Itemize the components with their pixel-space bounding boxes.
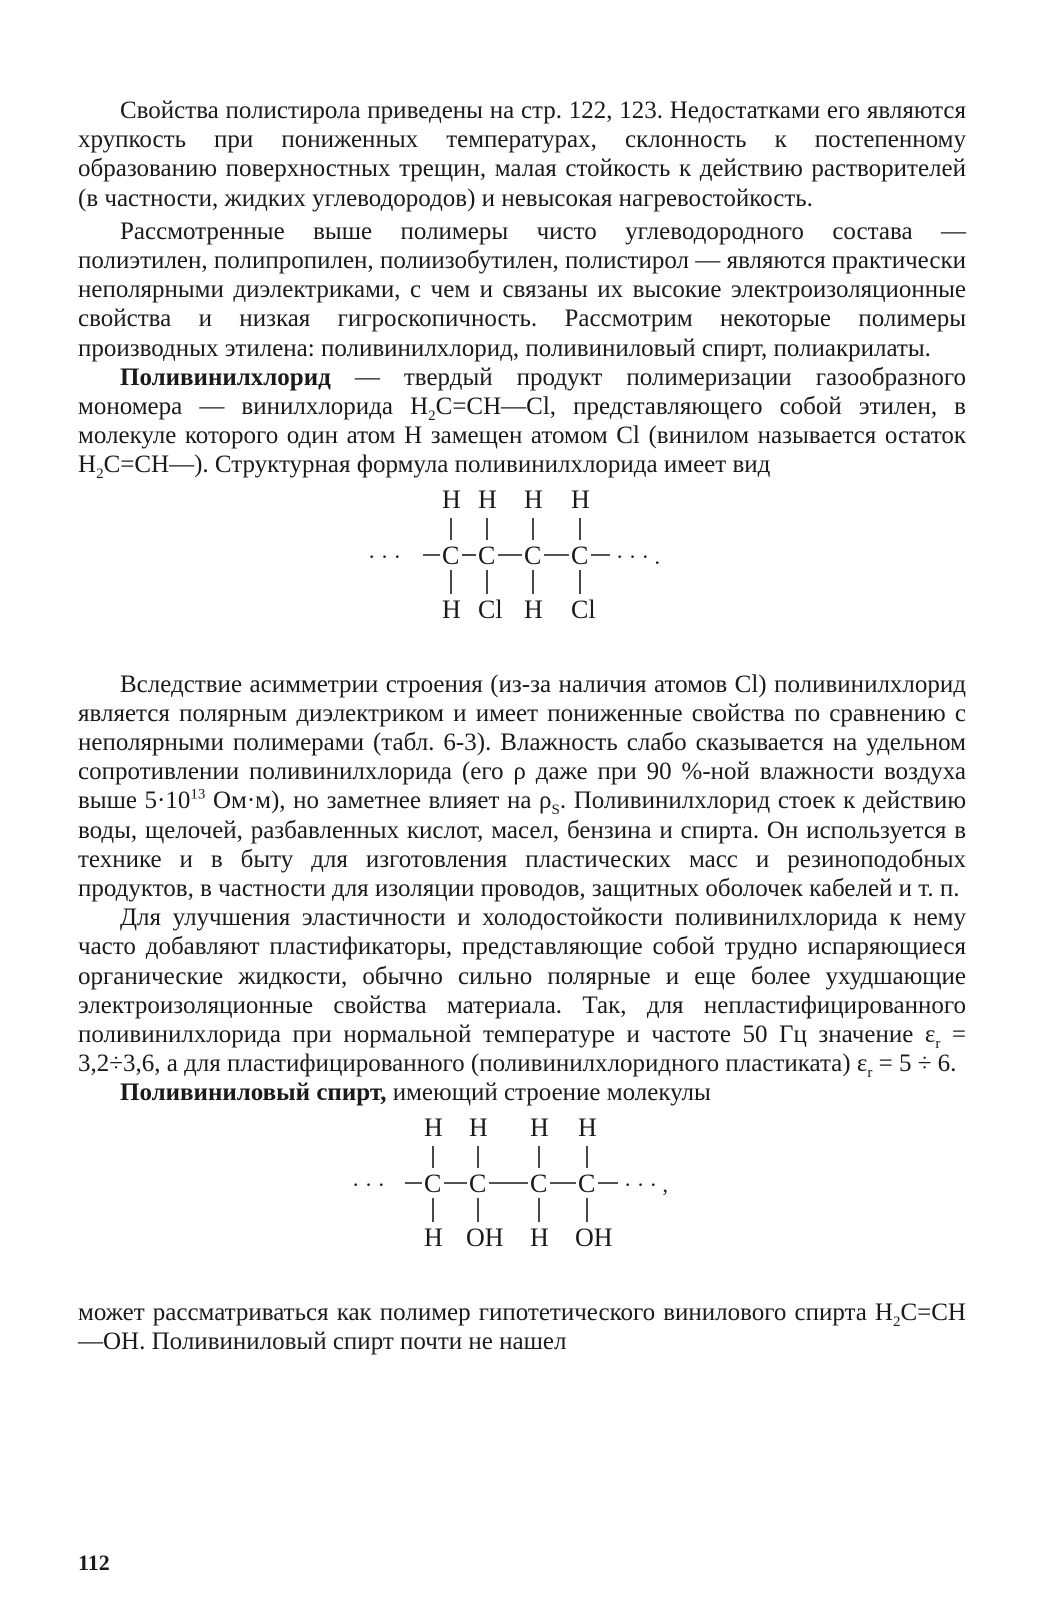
paragraph-polystyrene: Свойства полистирола приведены на стр. 122, 123. Недостатками его являются хрупкость при пониженных температурах, склонность к постепенному образованию поверхностных трещин, малая стойкость к действию растворителей (в частности, жидких углеводородов) и невысокая нагревостойкость. bbox=[78, 97, 966, 212]
atom-bottom-1: H bbox=[442, 594, 461, 624]
atom-chain-4: C bbox=[578, 1168, 596, 1198]
chain-tail-dots: · · · . bbox=[616, 543, 660, 569]
page-number: 112 bbox=[78, 1550, 110, 1575]
atom-chain-3: C bbox=[530, 1168, 548, 1198]
paragraph-pvc-properties bbox=[78, 670, 966, 904]
superscript: 13 bbox=[190, 787, 206, 804]
text-segment: = 5 ÷ 6. bbox=[872, 1050, 957, 1078]
atom-chain-1: C bbox=[442, 540, 460, 570]
atom-top-2: H bbox=[478, 484, 497, 514]
subscript: 2 bbox=[96, 466, 104, 483]
text-segment: может рассматриваться как полимер гипотетического винилового спирта H bbox=[78, 1298, 893, 1326]
pva-formula-svg bbox=[78, 1112, 966, 1288]
atom-chain-3: C bbox=[524, 540, 542, 570]
term-polyvinyl-alcohol: Поливиниловый спирт, bbox=[120, 1079, 387, 1107]
text-segment: Вследствие асимметрии строения (из-за наличия атомов Cl) поливинилхлорид является полярным диэлектриком и имеет пониженные свойства по сравнению с неполярными полимерами (табл. 6-3). Влажность слабо сказывается на удельном сопротивлении поливинилхлорида (его ρ даже при 90 %-ной влажности воздуха выше 5·10 bbox=[78, 670, 966, 815]
atom-top-3: H bbox=[524, 484, 543, 514]
atom-top-4: H bbox=[571, 484, 590, 514]
text-segment: имеющий строение молекулы bbox=[386, 1079, 711, 1107]
atom-chain-1: C bbox=[424, 1168, 442, 1198]
paragraph-plasticizers bbox=[78, 903, 966, 1082]
chain-lead-dots: · · · bbox=[352, 1171, 385, 1197]
atom-top-2: H bbox=[469, 1112, 488, 1142]
pvc-formula-svg bbox=[78, 484, 966, 660]
text-segment: Ом·м), но заметнее влияет на ρ bbox=[205, 787, 552, 815]
text-segment: — твердый продукт полимеризации газообразного мономера — винилхлорида H bbox=[78, 363, 966, 421]
atom-bottom-2: Cl bbox=[478, 594, 503, 624]
text-segment: Для улучшения эластичности и холодостойкости поливинилхлорида к нему часто добавляют пластификаторы, представляющие собой трудно испаряющиеся органические жидкости, обычно сильно полярные и еще более ухудшающие электроизоляционные свойства материала. Так, для непластифицированного поливинилхлорида при нормальной температуре и частоте 50 Гц значение ε bbox=[78, 904, 966, 1049]
atom-chain-2: C bbox=[478, 540, 496, 570]
pvc-structural-formula bbox=[78, 484, 966, 660]
atom-bottom-4: OH bbox=[575, 1222, 613, 1252]
subscript: 2 bbox=[428, 408, 436, 425]
formula1-top-row bbox=[442, 485, 590, 514]
subscript: r bbox=[867, 1065, 873, 1082]
atom-chain-2: C bbox=[469, 1168, 487, 1198]
text-segment: = 3,2÷3,6, а для пластифицированного (поливинилхлоридного пластиката) ε bbox=[78, 1021, 966, 1078]
atom-bottom-4: Cl bbox=[571, 594, 596, 624]
term-pvc: Поливинилхлорид bbox=[120, 363, 331, 391]
atom-top-4: H bbox=[578, 1112, 597, 1142]
chain-lead-dots: · · · bbox=[368, 543, 401, 569]
subscript: r bbox=[935, 1036, 941, 1053]
formula1-bottom-row bbox=[442, 595, 596, 624]
text-segment: . Поливинилхлорид стоек к действию воды, щелочей, разбавленных кислот, масел, бензина и спирта. Он используется в технике и в быту для изготовления пластических масс и резиноподобных продуктов, в частности для изоляции проводов, защитных оболочек кабелей и т. п. bbox=[78, 787, 966, 903]
text-segment: C=CH—). Структурная формула поливинилхлорида имеет вид bbox=[103, 451, 771, 479]
subscript: S bbox=[551, 802, 560, 819]
atom-top-1: H bbox=[424, 1112, 443, 1142]
text-segment: C=CH—OH. Поливиниловый спирт почти не нашел bbox=[78, 1298, 966, 1355]
page-body bbox=[78, 96, 966, 1356]
atom-top-3: H bbox=[530, 1112, 549, 1142]
atom-bottom-1: H bbox=[424, 1222, 443, 1252]
atom-top-1: H bbox=[442, 484, 461, 514]
atom-bottom-3: H bbox=[524, 594, 543, 624]
atom-bottom-3: H bbox=[530, 1222, 549, 1252]
paragraph-pva-intro bbox=[78, 1078, 966, 1107]
formula2-bottom-row bbox=[424, 1223, 613, 1252]
pva-structural-formula bbox=[78, 1112, 966, 1288]
formula2-top-row bbox=[424, 1113, 597, 1142]
paragraph-hydrocarbon-polymers: Рассмотренные выше полимеры чисто углеводородного состава — полиэтилен, полипропилен, полиизобутилен, полистирол — являются практически неполярными диэлектриками, с чем и связаны их высокие электроизоляционные свойства и низкая гигроскопичность. Рассмотрим некоторые полимеры производных этилена: поливинилхлорид, поливиниловый спирт, полиакрилаты. bbox=[78, 217, 966, 362]
text-segment: C=CH—Cl, представляющего собой этилен, в молекуле которого один атом H замещен атомом Cl (винилом называется остаток H bbox=[78, 393, 966, 479]
atom-bottom-2: OH bbox=[466, 1222, 504, 1252]
subscript: 2 bbox=[892, 1313, 901, 1330]
paragraph-pva-continuation bbox=[78, 1298, 966, 1356]
paragraph-pvc-intro bbox=[78, 363, 966, 483]
atom-chain-4: C bbox=[571, 540, 589, 570]
chain-tail-dots: · · · , bbox=[624, 1171, 668, 1197]
